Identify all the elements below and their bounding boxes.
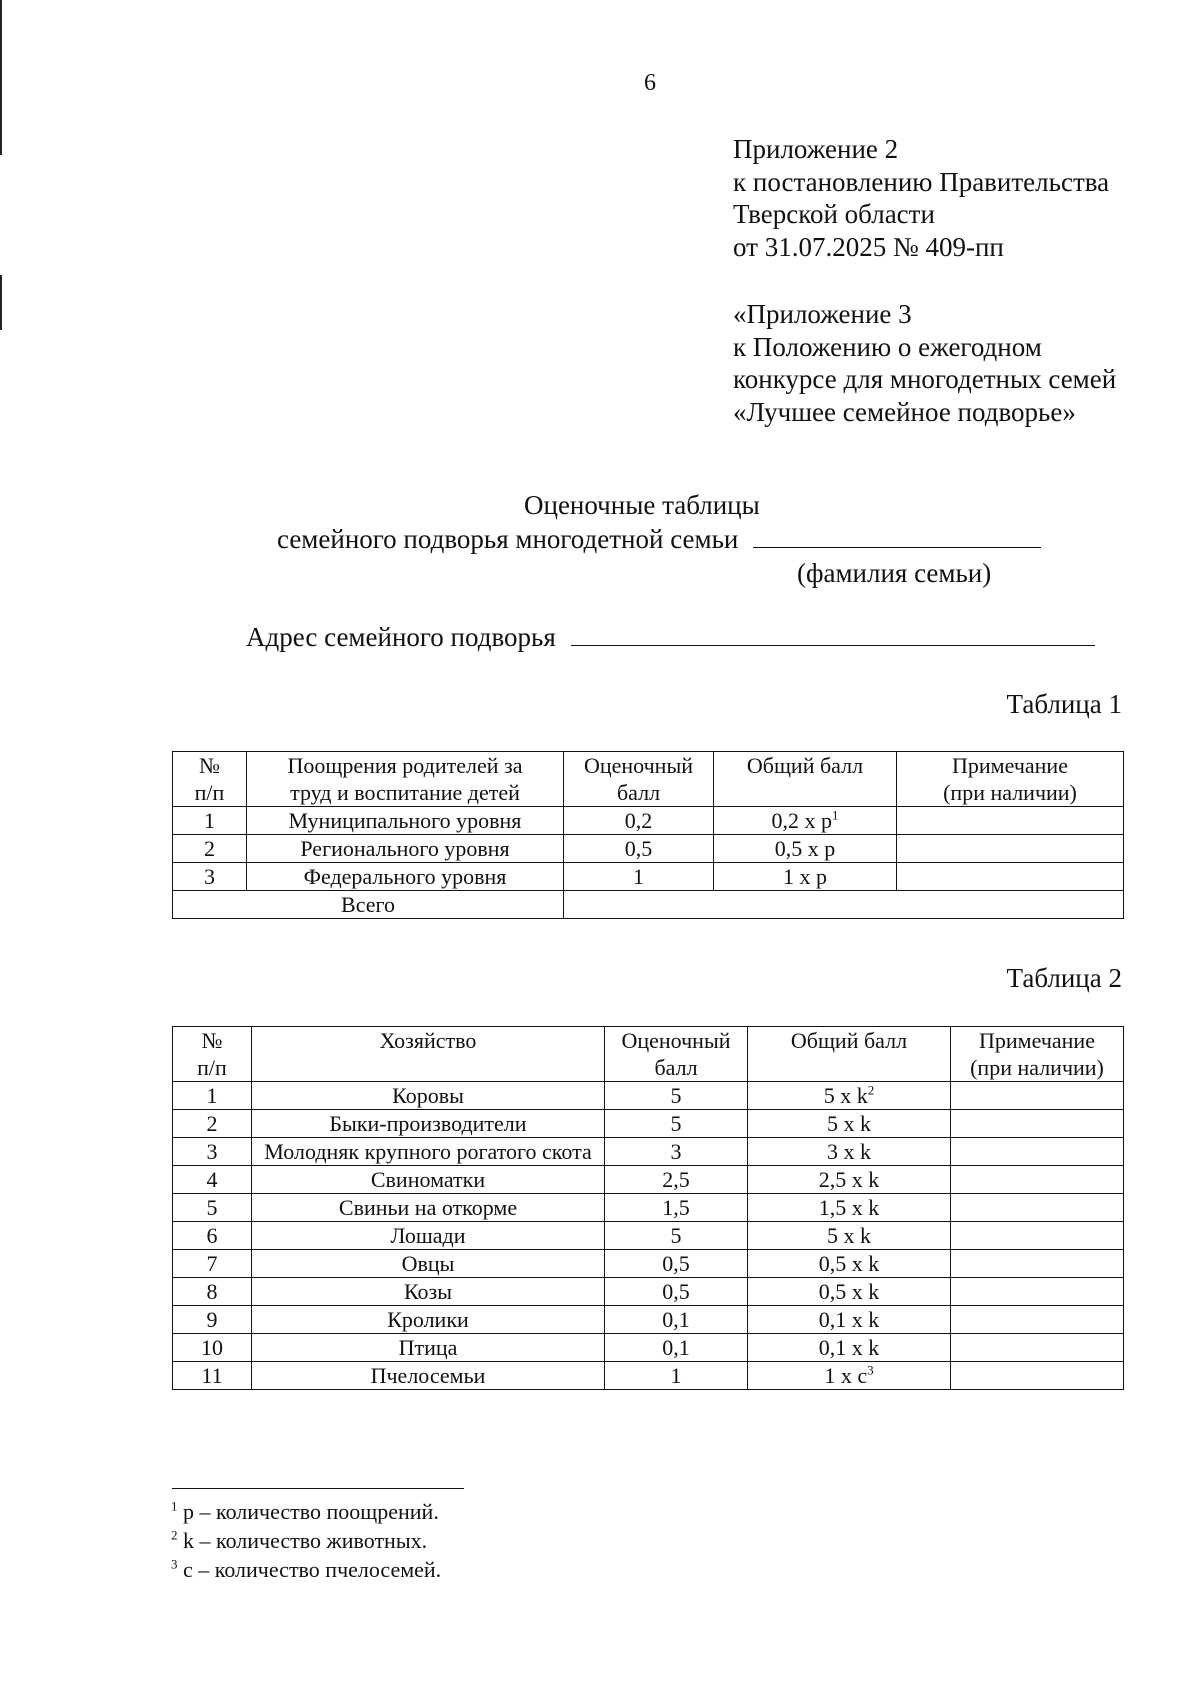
document-subtitle-text: семейного подворья многодетной семьи	[277, 524, 739, 554]
row-total: 0,2 х $p^1$	[714, 807, 897, 835]
row-note	[951, 1166, 1124, 1194]
row-note	[951, 1194, 1124, 1222]
address-blank	[571, 644, 1095, 646]
table-row	[173, 835, 1124, 863]
row-score: 5	[605, 1082, 748, 1110]
footnote-separator	[172, 1488, 464, 1489]
row-num: 3	[173, 1138, 252, 1166]
footnote: $^2$ k – количество животных.	[171, 1527, 428, 1553]
appendix-sub-line: «Приложение 3	[733, 299, 912, 329]
address-label: Адрес семейного подворья	[246, 622, 556, 652]
table-row	[173, 1194, 1124, 1222]
row-num: 9	[173, 1306, 252, 1334]
row-note	[951, 1110, 1124, 1138]
appendix-header-line: от 31.07.2025 № 409-пп	[733, 231, 1004, 262]
row-score: 1	[564, 863, 714, 891]
row-name: Птица	[252, 1334, 605, 1362]
row-score: 2,5	[605, 1166, 748, 1194]
table-row	[173, 807, 1124, 835]
table2-caption: Таблица 2	[1006, 963, 1122, 993]
row-score: 0,1	[605, 1306, 748, 1334]
table-row	[173, 1250, 1124, 1278]
table2-header-score: Оценочный балл	[605, 1027, 748, 1082]
table2-header-name: Хозяйство	[252, 1027, 605, 1082]
appendix-header-line: Тверской области	[733, 199, 935, 229]
row-score: 1	[605, 1362, 748, 1390]
table1-header-score: Оценочный балл	[564, 752, 714, 807]
table1-header-note: Примечание (при наличии)	[897, 752, 1124, 807]
row-num: 2	[173, 1110, 252, 1138]
table1-header-num: № п/п	[173, 752, 247, 807]
row-note	[951, 1250, 1124, 1278]
appendix-sub-header	[733, 298, 1116, 428]
row-score: 5	[605, 1222, 748, 1250]
row-note	[951, 1278, 1124, 1306]
table-row	[173, 1334, 1124, 1362]
table-row	[173, 1222, 1124, 1250]
appendix-sub-line: конкурсе для многодетных семей	[733, 364, 1117, 394]
row-total: 1 х $c^3$	[748, 1362, 951, 1390]
row-score: 0,5	[605, 1278, 748, 1306]
scan-margin-mark	[0, 275, 2, 330]
table-row	[173, 1362, 1124, 1390]
table2-header-row	[173, 1027, 1124, 1082]
row-name: Свиньи на откорме	[252, 1194, 605, 1222]
row-name: Овцы	[252, 1250, 605, 1278]
footnote: $^1$ p – количество поощрений.	[171, 1498, 439, 1524]
total-label: Всего	[173, 891, 564, 919]
table-row	[173, 1306, 1124, 1334]
row-note	[951, 1334, 1124, 1362]
table-row	[173, 1110, 1124, 1138]
document-title: Оценочные таблицы	[524, 490, 760, 520]
appendix-header	[733, 133, 1109, 263]
table1-header-row	[173, 752, 1124, 807]
page-number: 6	[644, 70, 656, 96]
row-name: Свиноматки	[252, 1166, 605, 1194]
row-total: 0,5 х k	[748, 1250, 951, 1278]
table2-header-note: Примечание (при наличии)	[951, 1027, 1124, 1082]
table-row	[173, 1166, 1124, 1194]
row-score: 0,1	[605, 1334, 748, 1362]
row-score: 0,5	[605, 1250, 748, 1278]
table2	[172, 1026, 1124, 1390]
row-total: 1 х p	[714, 863, 897, 891]
row-note	[897, 835, 1124, 863]
row-score: 3	[605, 1138, 748, 1166]
row-total: 1,5 х k	[748, 1194, 951, 1222]
table1-header-total: Общий балл	[714, 752, 897, 807]
row-num: 7	[173, 1250, 252, 1278]
row-note	[951, 1362, 1124, 1390]
table-row	[173, 1082, 1124, 1110]
row-num: 5	[173, 1194, 252, 1222]
row-note	[951, 1222, 1124, 1250]
row-name: Муниципального уровня	[247, 807, 564, 835]
row-total: 5 х $k^2$	[748, 1082, 951, 1110]
row-note	[951, 1082, 1124, 1110]
footnotes	[171, 1497, 441, 1584]
row-name: Козы	[252, 1278, 605, 1306]
row-score: 0,5	[564, 835, 714, 863]
row-name: Регионального уровня	[247, 835, 564, 863]
row-name: Коровы	[252, 1082, 605, 1110]
row-total: 5 х k	[748, 1222, 951, 1250]
row-total: 2,5 х k	[748, 1166, 951, 1194]
row-num: 8	[173, 1278, 252, 1306]
table1	[172, 751, 1124, 919]
row-note	[951, 1138, 1124, 1166]
row-note	[951, 1306, 1124, 1334]
table-row	[173, 1138, 1124, 1166]
footnote: $^3$ c – количество пчелосемей.	[171, 1556, 442, 1582]
appendix-sub-line: «Лучшее семейное подворье»	[733, 396, 1076, 427]
table1-total-row	[173, 891, 1124, 919]
row-num: 4	[173, 1166, 252, 1194]
row-total: 0,1 х k	[748, 1306, 951, 1334]
row-score: 1,5	[605, 1194, 748, 1222]
table-row	[173, 1278, 1124, 1306]
row-num: 3	[173, 863, 247, 891]
row-total: 0,5 х p	[714, 835, 897, 863]
row-name: Федерального уровня	[247, 863, 564, 891]
row-num: 10	[173, 1334, 252, 1362]
row-name: Молодняк крупного рогатого скота	[252, 1138, 605, 1166]
row-num: 6	[173, 1222, 252, 1250]
family-name-blank	[753, 546, 1041, 548]
row-num: 1	[173, 807, 247, 835]
row-num: 1	[173, 1082, 252, 1110]
document-subtitle	[277, 524, 1041, 555]
row-name: Пчелосемьи	[252, 1362, 605, 1390]
table2-header-num: № п/п	[173, 1027, 252, 1082]
row-name: Кролики	[252, 1306, 605, 1334]
table2-header-total: Общий балл	[748, 1027, 951, 1082]
row-total: 5 х k	[748, 1110, 951, 1138]
appendix-header-line: Приложение 2	[733, 134, 899, 164]
row-note	[897, 807, 1124, 835]
row-name: Быки-производители	[252, 1110, 605, 1138]
row-num: 11	[173, 1362, 252, 1390]
row-score: 0,2	[564, 807, 714, 835]
table1-caption: Таблица 1	[1006, 689, 1122, 719]
appendix-sub-line: к Положению о ежегодном	[733, 331, 1042, 362]
row-num: 2	[173, 835, 247, 863]
table-row	[173, 863, 1124, 891]
table1-header-name: Поощрения родителей за труд и воспитание детей	[247, 752, 564, 807]
total-value	[564, 891, 1124, 919]
row-score: 5	[605, 1110, 748, 1138]
family-caption: (фамилия семьи)	[797, 558, 992, 588]
row-note	[897, 863, 1124, 891]
row-total: 0,5 х k	[748, 1278, 951, 1306]
row-total: 0,1 х k	[748, 1334, 951, 1362]
appendix-header-line: к постановлению Правительства	[733, 166, 1110, 197]
row-total: 3 х k	[748, 1138, 951, 1166]
address-line	[246, 622, 1095, 653]
row-name: Лошади	[252, 1222, 605, 1250]
